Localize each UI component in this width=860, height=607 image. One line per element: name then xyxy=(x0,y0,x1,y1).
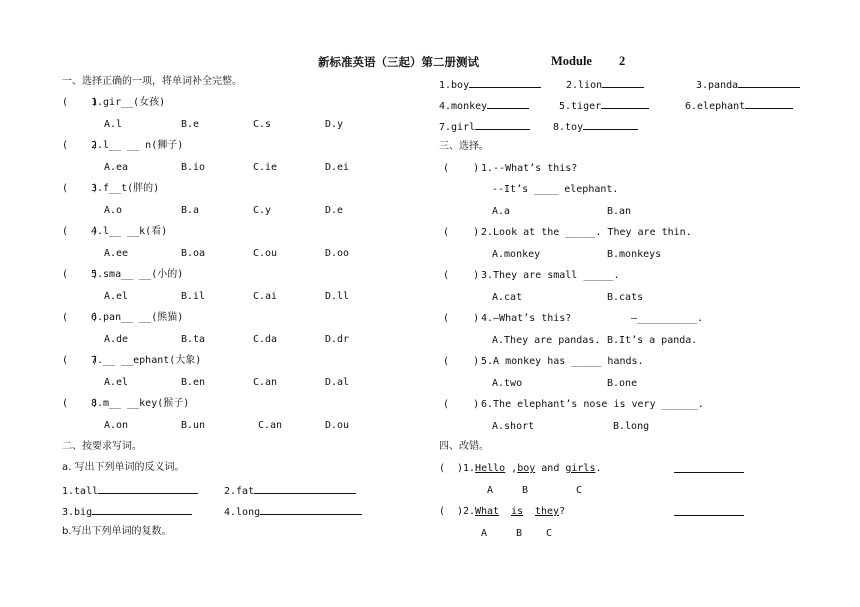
s3-q1-option-a: A.a xyxy=(492,206,511,217)
s1-q8-option-c: C.an xyxy=(258,420,283,431)
s4-q1-punct-2: and xyxy=(535,463,566,474)
plural-item xyxy=(439,77,541,91)
s1-q8-option-d: D.ou xyxy=(325,420,350,431)
plural-word: 6.elephant xyxy=(685,101,746,112)
s1-q4-option-a: A.ee xyxy=(104,248,129,259)
s3-q4-line1: 4.—What’s this? xyxy=(481,313,572,324)
title-number: 2 xyxy=(619,54,626,68)
plural-item xyxy=(439,119,530,133)
plural-item xyxy=(566,77,644,91)
s1-q7-option-c: C.an xyxy=(253,377,278,388)
s4-q1-label-b: B xyxy=(522,485,529,496)
s4-q2-word-b: is xyxy=(511,506,524,517)
s4-q2-punct: ? xyxy=(559,506,566,517)
s4-q2-label-b: B xyxy=(516,528,523,539)
s3-q4-option-a: A.They are pandas. xyxy=(492,335,601,346)
s1-q1-stem: 1.gir__(女孩) xyxy=(91,97,166,108)
s3-q1-option-b: B.an xyxy=(607,206,632,217)
s3-q4-line2: —__________. xyxy=(631,313,704,324)
antonym-word: 4.long xyxy=(224,507,261,518)
s3-q2-option-a: A.monkey xyxy=(492,249,541,260)
s1-q5-option-a: A.el xyxy=(104,291,129,302)
s1-q1-option-c: C.s xyxy=(253,119,272,130)
title-module: Module xyxy=(551,54,592,68)
s1-q6-paren[interactable]: ( ) xyxy=(62,312,99,323)
s3-q5-option-b: B.one xyxy=(607,378,638,389)
s4-q2-word-a: What xyxy=(475,506,500,517)
s1-q6-option-b: B.ta xyxy=(181,334,206,345)
answer-blank[interactable] xyxy=(487,98,529,109)
antonym-word: 2.fat xyxy=(224,486,255,497)
section2-heading: 二、按要求写词。 xyxy=(62,441,142,452)
s3-q2-option-b: B.monkeys xyxy=(607,249,662,260)
antonym-word: 1.tall xyxy=(62,486,99,497)
antonym-item xyxy=(62,483,198,497)
s4-q2-num: 2. xyxy=(463,506,476,517)
s1-q4-option-b: B.oa xyxy=(181,248,206,259)
section3-heading: 三、选择。 xyxy=(439,141,489,152)
s3-q6-option-b: B.long xyxy=(613,421,650,432)
plural-item xyxy=(553,119,638,133)
answer-blank[interactable] xyxy=(254,483,356,494)
plural-word: 2.lion xyxy=(566,80,603,91)
s1-q5-stem: 5.sma__ __(小的) xyxy=(91,269,184,280)
antonym-item xyxy=(224,504,362,518)
s1-q3-option-c: C.y xyxy=(253,205,272,216)
s1-q3-option-d: D.e xyxy=(325,205,344,216)
section2-part-a: a. 写出下列单词的反义词。 xyxy=(62,462,185,473)
s4-q1-word-a: Hello xyxy=(475,463,506,474)
title-main: 新标准英语（三起）第二册测试 xyxy=(318,55,479,69)
s1-q1-option-d: D.y xyxy=(325,119,344,130)
answer-blank[interactable] xyxy=(475,119,530,130)
s3-q6-paren[interactable]: ( ) xyxy=(443,399,480,410)
s1-q7-option-a: A.el xyxy=(104,377,129,388)
answer-blank[interactable] xyxy=(469,77,541,88)
s3-q1-line2: --It’s ____ elephant. xyxy=(492,184,619,195)
s4-q1-word-c: girls xyxy=(565,463,596,474)
s3-q5-option-a: A.two xyxy=(492,378,523,389)
plural-item xyxy=(685,98,793,112)
antonym-word: 3.big xyxy=(62,507,93,518)
s1-q7-stem: 7.__ __ephant(大象) xyxy=(91,355,202,366)
s1-q8-paren[interactable]: ( ) xyxy=(62,398,99,409)
s4-q1-sentence xyxy=(463,462,602,476)
plural-word: 8.toy xyxy=(553,122,584,133)
s4-q1-punct-3: . xyxy=(595,463,602,474)
s1-q8-option-a: A.on xyxy=(104,420,129,431)
s4-q1-num: 1. xyxy=(463,463,476,474)
s4-q1-answer[interactable] xyxy=(674,462,744,476)
s1-q5-paren[interactable]: ( ) xyxy=(62,269,99,280)
s3-q2-paren[interactable]: ( ) xyxy=(443,227,480,238)
s1-q3-option-a: A.o xyxy=(104,205,123,216)
s3-q4-paren[interactable]: ( ) xyxy=(443,313,480,324)
plural-word: 3.panda xyxy=(696,80,739,91)
section4-heading: 四、改错。 xyxy=(439,441,489,452)
s4-q2-label-c: C xyxy=(546,528,553,539)
plural-word: 4.monkey xyxy=(439,101,488,112)
s3-q6-option-a: A.short xyxy=(492,421,535,432)
answer-blank[interactable] xyxy=(745,98,793,109)
s1-q4-stem: 4.l__ __k(看) xyxy=(91,226,168,237)
worksheet-title xyxy=(0,54,860,70)
s1-q5-option-b: B.il xyxy=(181,291,206,302)
plural-item xyxy=(439,98,529,112)
s1-q6-stem: 6.pan__ __(熊猫) xyxy=(91,312,184,323)
s1-q2-option-d: D.ei xyxy=(325,162,350,173)
s4-q2-word-c-wrap xyxy=(535,505,565,519)
s3-q1-line1: 1.--What’s this? xyxy=(481,163,578,174)
plural-item xyxy=(696,77,800,91)
s1-q6-option-a: A.de xyxy=(104,334,129,345)
s1-q4-paren[interactable]: ( ) xyxy=(62,226,99,237)
answer-blank[interactable] xyxy=(602,77,644,88)
s3-q5-paren[interactable]: ( ) xyxy=(443,356,480,367)
s3-q5-line1: 5.A monkey has _____ hands. xyxy=(481,356,644,367)
s4-q1-label-c: C xyxy=(576,485,583,496)
s1-q7-paren[interactable]: ( ) xyxy=(62,355,99,366)
plural-item xyxy=(559,98,649,112)
answer-blank[interactable] xyxy=(92,504,192,515)
s4-q1-punct-1: , xyxy=(505,463,518,474)
s3-q1-paren[interactable]: ( ) xyxy=(443,163,480,174)
s1-q6-option-d: D.dr xyxy=(325,334,350,345)
answer-blank[interactable] xyxy=(98,483,198,494)
s1-q2-stem: 2.l__ __ n(狮子) xyxy=(91,140,184,151)
s1-q2-paren[interactable]: ( ) xyxy=(62,140,99,151)
s1-q2-option-c: C.ie xyxy=(253,162,278,173)
section1-heading: 一、选择正确的一项，将单词补全完整。 xyxy=(62,76,242,87)
answer-blank[interactable] xyxy=(583,119,638,130)
s1-q6-option-c: C.da xyxy=(253,334,278,345)
s1-q8-option-b: B.un xyxy=(181,420,206,431)
s4-q1-word-b: boy xyxy=(517,463,536,474)
s3-q6-line1: 6.The elephant’s nose is very ______. xyxy=(481,399,704,410)
s1-q1-option-a: A.l xyxy=(104,119,123,130)
plural-word: 5.tiger xyxy=(559,101,602,112)
s3-q3-option-a: A.cat xyxy=(492,292,523,303)
s4-q2-answer[interactable] xyxy=(674,505,744,519)
s4-q2-label-a: A xyxy=(481,528,488,539)
s4-q2-paren[interactable]: ( ) xyxy=(439,506,464,517)
s3-q4-option-b: B.It’s a panda. xyxy=(607,335,698,346)
answer-blank[interactable] xyxy=(738,77,800,88)
section2-part-b: b.写出下列单词的复数。 xyxy=(62,526,172,537)
s1-q5-option-d: D.ll xyxy=(325,291,350,302)
s1-q3-paren[interactable]: ( ) xyxy=(62,183,99,194)
antonym-item xyxy=(224,483,356,497)
s4-q1-paren[interactable]: ( ) xyxy=(439,463,464,474)
s1-q7-option-b: B.en xyxy=(181,377,206,388)
s1-q4-option-c: C.ou xyxy=(253,248,278,259)
antonym-item xyxy=(62,504,192,518)
s1-q1-option-b: B.e xyxy=(181,119,200,130)
s1-q2-option-a: A.ea xyxy=(104,162,129,173)
s1-q4-option-d: D.oo xyxy=(325,248,350,259)
answer-blank[interactable] xyxy=(260,504,362,515)
s4-q1-label-a: A xyxy=(487,485,494,496)
s1-q3-stem: 3.f__t(胖的) xyxy=(91,183,160,194)
s1-q1-paren[interactable]: ( ) xyxy=(62,97,99,108)
s3-q3-option-b: B.cats xyxy=(607,292,644,303)
s4-q2-word-c: they xyxy=(535,506,560,517)
s1-q2-option-b: B.io xyxy=(181,162,206,173)
s1-q8-stem: 8.m__ __key(猴子) xyxy=(91,398,190,409)
s3-q3-line1: 3.They are small _____. xyxy=(481,270,620,281)
answer-blank[interactable] xyxy=(601,98,649,109)
s1-q7-option-d: D.al xyxy=(325,377,350,388)
s3-q2-line1: 2.Look at the _____. They are thin. xyxy=(481,227,692,238)
s3-q3-paren[interactable]: ( ) xyxy=(443,270,480,281)
plural-word: 7.girl xyxy=(439,122,476,133)
s1-q5-option-c: C.ai xyxy=(253,291,278,302)
plural-word: 1.boy xyxy=(439,80,470,91)
s1-q3-option-b: B.a xyxy=(181,205,200,216)
